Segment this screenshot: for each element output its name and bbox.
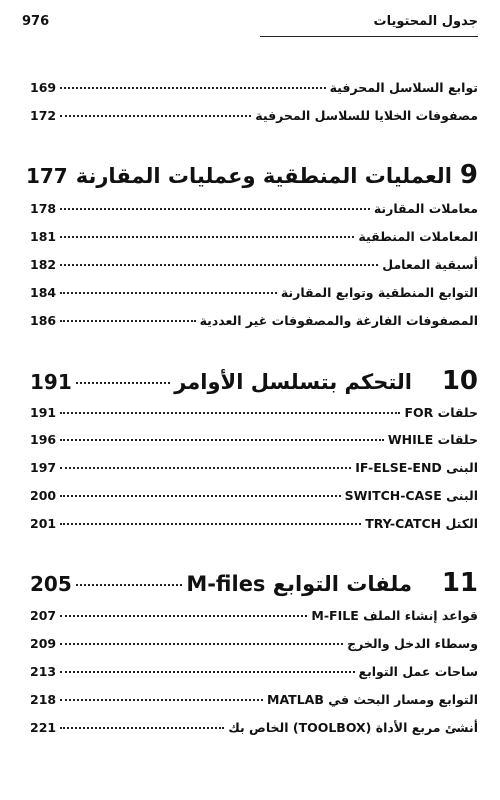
entry-page: 191 xyxy=(30,405,57,420)
entry-title: البنى IF-ELSE-END xyxy=(355,460,478,475)
toc-entry[interactable] xyxy=(30,460,478,482)
toc-entry[interactable] xyxy=(30,608,478,630)
dot-leader xyxy=(60,671,354,673)
dot-leader xyxy=(60,523,361,525)
toc-entry[interactable] xyxy=(30,285,478,307)
chapter-heading-10[interactable] xyxy=(30,366,478,400)
chapter-heading-9[interactable] xyxy=(25,160,478,194)
entry-title: المعاملات المنطقية xyxy=(358,229,478,244)
entry-page: 172 xyxy=(30,108,57,123)
toc-entry[interactable] xyxy=(30,108,478,130)
chapter-page: 205 xyxy=(30,572,72,596)
chapter-title: التحكم بتسلسل الأوامر xyxy=(174,370,412,394)
chapter-title: العمليات المنطقية وعمليات المقارنة xyxy=(75,164,452,188)
toc-entry[interactable] xyxy=(30,405,478,427)
entry-page: 186 xyxy=(30,313,57,328)
entry-title: قواعد إنشاء الملف M-FILE xyxy=(311,608,478,623)
toc-entry[interactable] xyxy=(30,692,478,714)
toc-entry[interactable] xyxy=(30,636,478,658)
entry-title: التوابع ومسار البحث في MATLAB xyxy=(267,692,478,707)
toc-entry[interactable] xyxy=(30,664,478,686)
entry-title: التوابع المنطقية وتوابع المقارنة xyxy=(280,285,478,300)
chapter-heading-11[interactable] xyxy=(30,568,478,602)
entry-title: معاملات المقارنة xyxy=(373,201,478,216)
chapter-title: ملفات التوابع M-files xyxy=(186,572,412,596)
toc-entry[interactable] xyxy=(30,720,478,742)
entry-title: البنى SWITCH-CASE xyxy=(344,488,478,503)
header-title: جدول المحتويات xyxy=(373,14,478,29)
entry-page: 181 xyxy=(30,229,57,244)
toc-entry[interactable] xyxy=(30,229,478,251)
entry-page: 184 xyxy=(30,285,57,300)
chapter-page: 191 xyxy=(30,370,72,394)
entry-page: 182 xyxy=(30,257,57,272)
toc-entry[interactable] xyxy=(30,257,478,279)
toc-entry[interactable] xyxy=(30,80,478,102)
entry-page: 213 xyxy=(30,664,57,679)
entry-title: توابع السلاسل المحرفية xyxy=(329,80,478,95)
toc-entry[interactable] xyxy=(30,201,478,223)
dot-leader xyxy=(76,382,170,384)
dot-leader xyxy=(60,292,277,294)
dot-leader xyxy=(60,615,307,617)
entry-title: أسبقية المعامل xyxy=(382,257,478,272)
chapter-number: 9 xyxy=(459,160,478,190)
dot-leader xyxy=(60,208,370,210)
entry-page: 201 xyxy=(30,516,57,531)
entry-page: 209 xyxy=(30,636,57,651)
entry-title: الكتل TRY-CATCH xyxy=(365,516,478,531)
dot-leader xyxy=(60,699,263,701)
entry-page: 169 xyxy=(30,80,57,95)
entry-page: 221 xyxy=(30,720,57,735)
entry-page: 200 xyxy=(30,488,57,503)
entry-title: ساحات عمل التوابع xyxy=(358,664,478,679)
toc-entry[interactable] xyxy=(30,516,478,538)
page-number: 976 xyxy=(22,14,50,29)
dot-leader xyxy=(60,87,326,89)
entry-title: المصفوفات الفارغة والمصفوفات غير العددية xyxy=(199,313,478,328)
dot-leader xyxy=(60,320,195,322)
dot-leader xyxy=(60,264,378,266)
entry-title: وسطاء الدخل والخرج xyxy=(347,636,478,651)
header-rule xyxy=(260,36,478,37)
chapter-number: 10 xyxy=(441,366,478,396)
chapter-page: 177 xyxy=(25,164,68,188)
toc-entry[interactable] xyxy=(30,313,478,335)
chapter-number: 11 xyxy=(441,568,478,598)
entry-page: 218 xyxy=(30,692,57,707)
entry-title: حلقات FOR xyxy=(404,405,478,420)
dot-leader xyxy=(60,412,400,414)
entry-page: 178 xyxy=(30,201,57,216)
dot-leader xyxy=(60,439,384,441)
dot-leader xyxy=(60,236,354,238)
dot-leader xyxy=(60,495,341,497)
entry-title: حلقات WHILE xyxy=(387,432,478,447)
dot-leader xyxy=(60,467,351,469)
dot-leader xyxy=(60,727,224,729)
toc-entry[interactable] xyxy=(30,432,478,454)
dot-leader xyxy=(60,115,251,117)
dot-leader xyxy=(60,643,343,645)
entry-title: مصفوفات الخلايا للسلاسل المحرفية xyxy=(255,108,478,123)
entry-page: 196 xyxy=(30,432,57,447)
page-header xyxy=(22,14,478,36)
entry-page: 197 xyxy=(30,460,57,475)
dot-leader xyxy=(76,584,183,586)
toc-entry[interactable] xyxy=(30,488,478,510)
entry-page: 207 xyxy=(30,608,57,623)
entry-title: أنشئ مربع الأداة (TOOLBOX) الخاص بك xyxy=(228,720,478,735)
